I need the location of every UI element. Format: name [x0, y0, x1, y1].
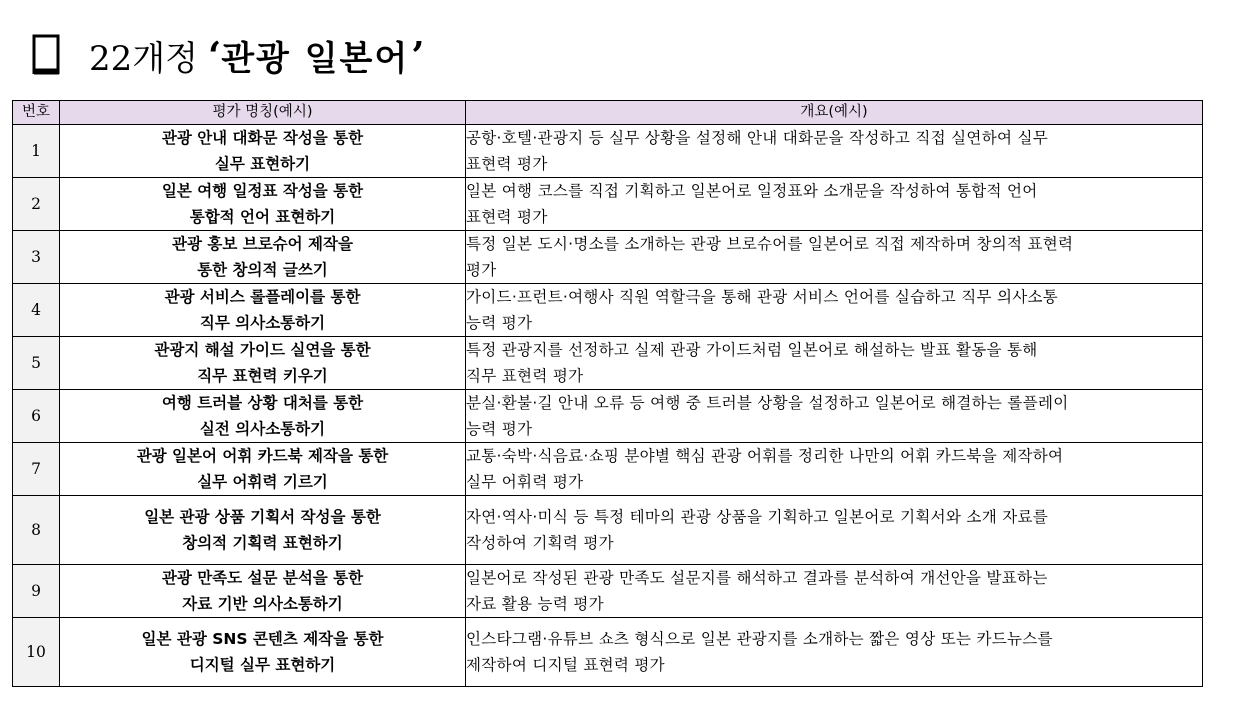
table-header-row [13, 101, 1203, 125]
row-desc-line2: 표현력 평가 [466, 208, 548, 226]
row-title-line2: 자료 기반 의사소통하기 [182, 595, 343, 613]
table-row [13, 618, 1203, 687]
row-desc-line1: 분실·환불·길 안내 오류 등 여행 중 트러블 상황을 설정하고 일본어로 해결하는 롤플레이 [466, 394, 1069, 412]
row-description [466, 565, 1203, 618]
title-prefix: 22개정 [89, 38, 198, 79]
row-desc-line1: 자연·역사·미식 등 특정 테마의 관광 상품을 기획하고 일본어로 기획서와 소개 자료를 [466, 508, 1049, 526]
row-desc-line2: 능력 평가 [466, 420, 533, 438]
table-row [13, 125, 1203, 178]
row-title [60, 284, 466, 337]
row-title-line1: 관광 서비스 롤플레이를 통한 [164, 288, 361, 306]
row-number: 1 [13, 125, 60, 178]
row-desc-line2: 직무 표현력 평가 [466, 367, 584, 385]
row-number: 3 [13, 231, 60, 284]
row-title-line2: 실무 표현하기 [214, 155, 311, 173]
row-description [466, 284, 1203, 337]
row-description [466, 390, 1203, 443]
table-row [13, 178, 1203, 231]
row-description [466, 443, 1203, 496]
row-desc-line2: 실무 어휘력 평가 [466, 473, 584, 491]
row-title-line1: 관광지 해설 가이드 실연을 통한 [154, 341, 371, 359]
row-desc-line2: 평가 [466, 261, 497, 279]
title-open-quote: ‘ [207, 32, 222, 78]
row-title-line2: 통한 창의적 글쓰기 [197, 261, 328, 279]
row-desc-line1: 가이드·프런트·여행사 직원 역할극을 통해 관광 서비스 언어를 실습하고 직무 의사소통 [466, 288, 1059, 306]
table-row [13, 284, 1203, 337]
row-title-line2: 직무 표현력 키우기 [197, 367, 328, 385]
row-title [60, 231, 466, 284]
row-title-line2: 통합적 언어 표현하기 [189, 208, 336, 226]
row-description [466, 496, 1203, 565]
row-title [60, 618, 466, 687]
row-desc-line2: 표현력 평가 [466, 155, 548, 173]
row-description [466, 178, 1203, 231]
row-description [466, 231, 1203, 284]
row-desc-line2: 작성하여 기획력 평가 [466, 534, 614, 552]
row-desc-line1: 인스타그램·유튜브 쇼츠 형식으로 일본 관광지를 소개하는 짧은 영상 또는 카드뉴스를 [466, 630, 1053, 648]
row-title [60, 178, 466, 231]
row-title [60, 390, 466, 443]
row-number: 8 [13, 496, 60, 565]
row-description [466, 618, 1203, 687]
row-title-line2: 실전 의사소통하기 [199, 420, 326, 438]
row-number: 9 [13, 565, 60, 618]
table-row [13, 231, 1203, 284]
row-desc-line1: 공항·호텔·관광지 등 실무 상황을 설정해 안내 대화문을 작성하고 직접 실연하여 실무 [466, 129, 1049, 147]
table-row [13, 337, 1203, 390]
row-title-line1: 관광 홍보 브로슈어 제작을 [172, 235, 353, 253]
row-title-line2: 디지털 실무 표현하기 [189, 656, 336, 674]
book-icon [31, 34, 61, 76]
row-title-line2: 창의적 기획력 표현하기 [182, 534, 343, 552]
row-number: 6 [13, 390, 60, 443]
row-title [60, 125, 466, 178]
row-desc-line1: 교통·숙박·식음료·쇼핑 분야별 핵심 관광 어휘를 정리한 나만의 어휘 카드북을 제작하여 [466, 447, 1064, 465]
row-number: 7 [13, 443, 60, 496]
row-title [60, 496, 466, 565]
row-desc-line2: 능력 평가 [466, 314, 533, 332]
row-title-line1: 일본 관광 SNS 콘텐츠 제작을 통한 [141, 630, 384, 648]
row-title [60, 565, 466, 618]
header-no: 번호 [13, 101, 60, 125]
title-close-quote: ’ [411, 32, 425, 78]
page-title [31, 26, 424, 84]
row-number: 4 [13, 284, 60, 337]
row-desc-line2: 자료 활용 능력 평가 [466, 595, 604, 613]
row-title-line1: 여행 트러블 상황 대처를 통한 [161, 394, 364, 412]
table-row [13, 565, 1203, 618]
row-title [60, 443, 466, 496]
row-desc-line1: 일본어로 작성된 관광 만족도 설문지를 해석하고 결과를 분석하여 개선안을 발표하는 [466, 569, 1048, 587]
row-desc-line1: 특정 관광지를 선정하고 실제 관광 가이드처럼 일본어로 해설하는 발표 활동을 통해 [466, 341, 1038, 359]
row-number: 10 [13, 618, 60, 687]
row-number: 5 [13, 337, 60, 390]
row-title-line1: 일본 관광 상품 기획서 작성을 통한 [144, 508, 381, 526]
table-row [13, 390, 1203, 443]
row-desc-line2: 제작하여 디지털 표현력 평가 [466, 656, 665, 674]
row-description [466, 337, 1203, 390]
row-desc-line1: 특정 일본 도시·명소를 소개하는 관광 브로슈어를 일본어로 직접 제작하며 창의적 표현력 [466, 235, 1074, 253]
row-title-line1: 관광 안내 대화문 작성을 통한 [161, 129, 364, 147]
row-desc-line1: 일본 여행 코스를 직접 기획하고 일본어로 일정표와 소개문을 작성하여 통합적 언어 [466, 182, 1038, 200]
row-title [60, 337, 466, 390]
row-number: 2 [13, 178, 60, 231]
row-title-line1: 일본 여행 일정표 작성을 통한 [161, 182, 364, 200]
table-row [13, 443, 1203, 496]
row-title-line2: 실무 어휘력 기르기 [197, 473, 328, 491]
row-title-line1: 관광 만족도 설문 분석을 통한 [161, 569, 364, 587]
table-row [13, 496, 1203, 565]
row-title-line2: 직무 의사소통하기 [199, 314, 326, 332]
title-main: 관광 일본어 [221, 38, 410, 79]
header-desc: 개요(예시) [466, 101, 1203, 125]
evaluation-table [12, 100, 1203, 687]
row-title-line1: 관광 일본어 어휘 카드북 제작을 통한 [136, 447, 389, 465]
row-description [466, 125, 1203, 178]
header-name: 평가 명칭(예시) [60, 101, 466, 125]
